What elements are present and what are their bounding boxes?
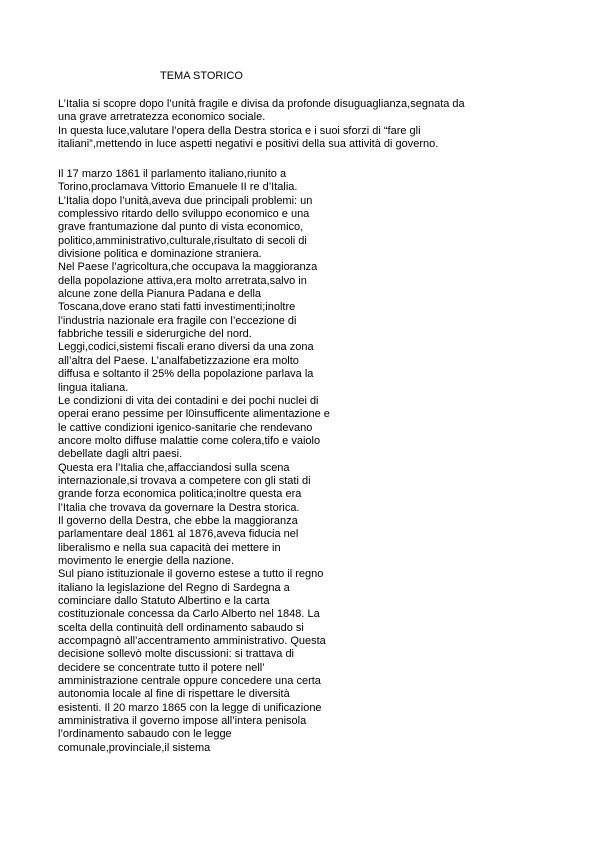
body-line: grave frantumazione dal punto di vista economico, bbox=[58, 221, 304, 234]
body-line: Torino,proclamava Vittorio Emanuele II re d’Italia. bbox=[58, 181, 298, 194]
body-text bbox=[58, 168, 330, 755]
body-line: Toscana,dove erano stati fatti investimenti;inoltre bbox=[58, 301, 296, 314]
intro-line: L’Italia si scopre dopo l’unità fragile e divisa da profonde disuguaglianza,segnata da bbox=[58, 98, 465, 110]
body-line: l’Italia che trovava da governare la Destra storica. bbox=[58, 501, 300, 514]
body-line: fabbriche tessili e siderurgiche del nord. bbox=[58, 328, 252, 341]
body-line: amministrazione centrale oppure concedere una certa bbox=[58, 675, 321, 688]
body-line: L’Italia dopo l’unità,aveva due principali problemi: un bbox=[58, 194, 313, 207]
intro-line: italiani”,mettendo in luce aspetti negativi e positivi della sua attività di governo. bbox=[58, 138, 439, 151]
body-line: liberalismo e nella sua capacità dei mettere in bbox=[58, 541, 281, 554]
body-line: ancore molto diffuse malattie come colera,tifo e vaiolo bbox=[58, 434, 321, 447]
body-line: della popolazione attiva,era molto arretrata,salvo in bbox=[58, 274, 307, 287]
body-line: decisione sollevò molte discussioni: si trattava di bbox=[58, 648, 295, 661]
body-line: complessivo ritardo dello sviluppo economico e una bbox=[58, 208, 310, 221]
body-line: alcune zone della Pianura Padana e della bbox=[58, 288, 262, 301]
body-line: grande forza economica politica;inoltre questa era bbox=[58, 488, 302, 501]
body-line: parlamentare deal 1861 al 1876,aveva fiducia nel bbox=[58, 528, 299, 541]
body-line: accompagnò all’accentramento amministrativo. Questa bbox=[58, 635, 326, 648]
intro-paragraph bbox=[58, 98, 465, 152]
body-line: l’industria nazionale era fragile con l’eccezione di bbox=[58, 314, 297, 327]
body-line: politico,amministrativo,culturale,risultato di secoli di bbox=[58, 234, 307, 247]
body-line: costituzionale concessa da Carlo Alberto nel 1848. La bbox=[58, 608, 320, 621]
document-title: TEMA STORICO bbox=[160, 70, 243, 82]
body-line: scelta della continuità dell ordinamento sabaudo si bbox=[58, 621, 304, 634]
body-line: l’ordinamento sabaudo con le legge bbox=[58, 728, 232, 741]
body-line: lingua italiana. bbox=[58, 381, 129, 394]
body-line: Nel Paese l’agricoltura,che occupava la maggioranza bbox=[58, 261, 318, 274]
body-line: all’altra del Paese. L’analfabetizzazione era molto bbox=[58, 354, 299, 367]
intro-line: In questa luce,valutare l’opera della Destra storica e i suoi sforzi di “fare gli bbox=[58, 124, 421, 137]
body-line: Il 17 marzo 1861 il parlamento italiano,riunito a bbox=[58, 168, 287, 180]
body-line: internazionale,si trovava a competere con gli stati di bbox=[58, 474, 311, 487]
body-line: operai erano pessime per l0insufficente alimentazione e bbox=[58, 408, 330, 421]
body-line: movimento le energie della nazione. bbox=[58, 554, 235, 567]
body-line: Questa era l’Italia che,affacciandosi sulla scena bbox=[58, 461, 290, 474]
body-line: Il governo della Destra, che ebbe la maggioranza bbox=[58, 514, 298, 527]
body-line: esistenti. Il 20 marzo 1865 con la legge di unificazione bbox=[58, 701, 322, 714]
body-line: Le condizioni di vita dei contadini e dei pochi nuclei di bbox=[58, 394, 319, 407]
body-line: le cattive condizioni igenico-sanitarie che rendevano bbox=[58, 421, 313, 434]
body-line: debellate dagli altri paesi. bbox=[58, 448, 183, 461]
body-line: Sul piano istituzionale il governo estese a tutto il regno bbox=[58, 568, 324, 581]
body-line: diffusa e soltanto il 25% della popolazione parlava la bbox=[58, 368, 314, 381]
intro-line: una grave arretratezza economico sociale. bbox=[58, 111, 266, 124]
body-line: amministrativa il governo impose all’intera penisola bbox=[58, 715, 307, 728]
body-line: cominciare dallo Statuto Albertino e la carta bbox=[58, 595, 270, 607]
body-line: decidere se concentrate tutto il potere nell’ bbox=[58, 661, 265, 674]
body-line: divisione politica e dominazione straniera. bbox=[58, 248, 262, 261]
body-line: comunale,provinciale,il sistema bbox=[58, 741, 211, 754]
body-line: Leggi,codici,sistemi fiscali erano diversi da una zona bbox=[58, 341, 314, 354]
body-line: autonomia locale al fine di rispettare le diversità bbox=[58, 688, 290, 701]
body-line: italiano la legislazione del Regno di Sardegna a bbox=[58, 581, 290, 594]
